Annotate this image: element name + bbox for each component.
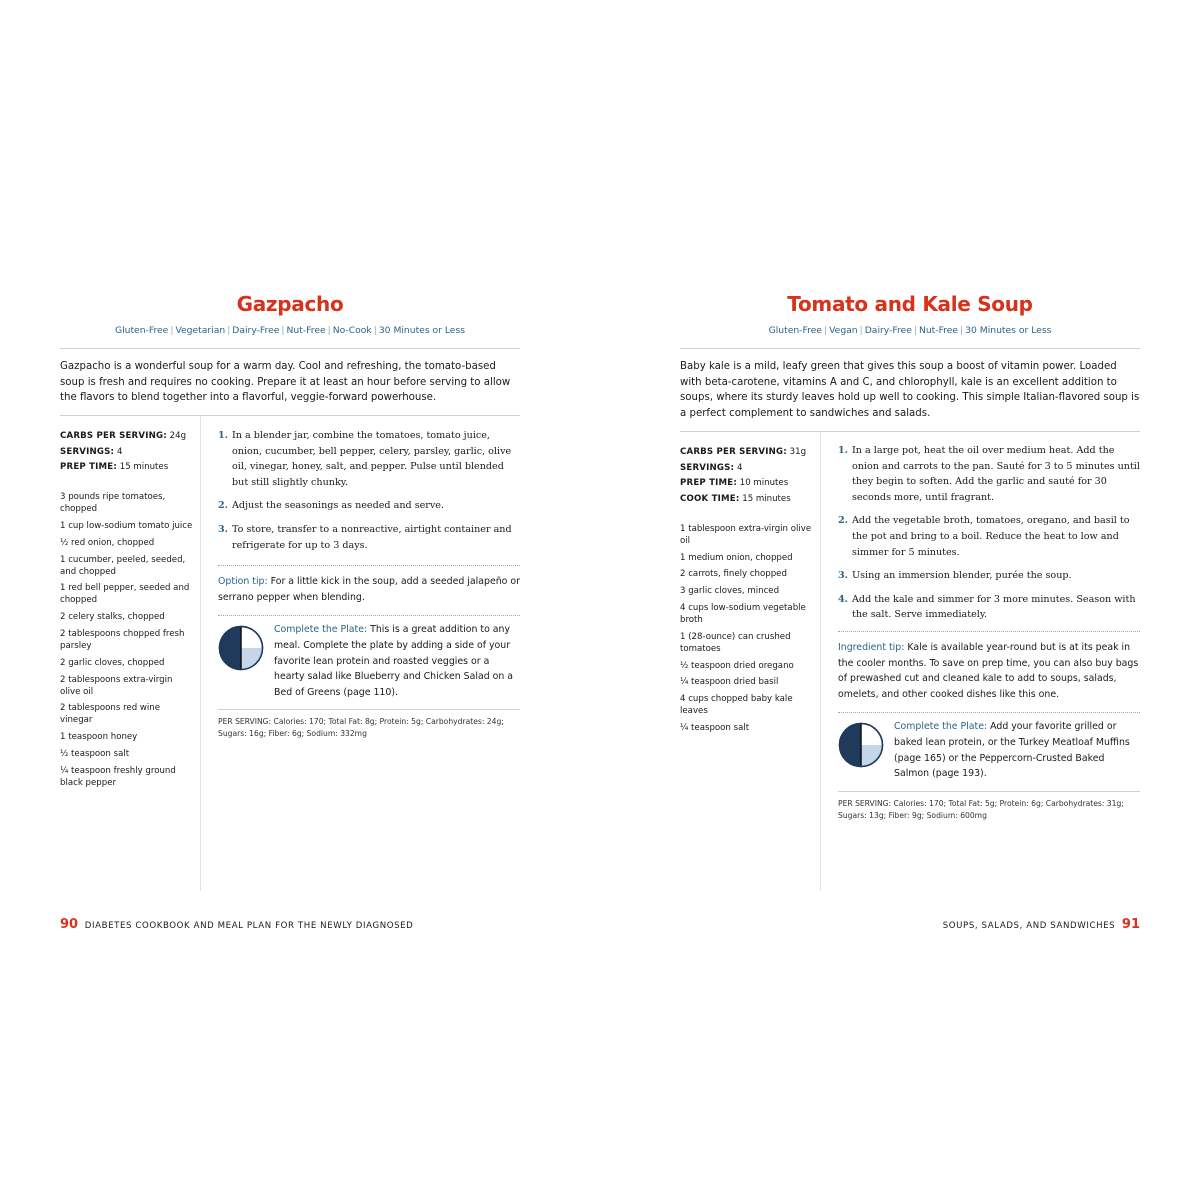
tag-separator: | — [824, 325, 828, 336]
meta-row — [60, 446, 195, 458]
nutrition-info: PER SERVING: Calories: 170; Total Fat: 5g; Protein: 6g; Carbohydrates: 31g; Sugars: 13g; Fiber: 9g; Sodium: 600mg — [838, 798, 1124, 820]
diet-tag: 30 Minutes or Less — [965, 325, 1052, 336]
dotted-divider — [838, 712, 1140, 713]
ingredient-item: 1 cucumber, peeled, seeded, and chopped — [60, 554, 186, 577]
recipe-intro: Gazpacho is a wonderful soup for a warm day. Cool and refreshing, the tomato-based soup is fresh and requires no cooking. Prepare it at least an hour before serving to allow the flavors to blend together into a flavorful, veggie-forward powerhouse. — [60, 361, 511, 404]
tip-label: Ingredient tip: — [838, 641, 905, 653]
column-divider — [200, 416, 201, 891]
page-footer — [943, 917, 1140, 932]
meta-row — [680, 446, 815, 458]
complete-the-plate — [218, 622, 520, 700]
ingredient-item: 1 red bell pepper, seeded and chopped — [60, 583, 190, 606]
ingredient-item: 2 garlic cloves, chopped — [60, 657, 165, 668]
running-head: SOUPS, SALADS, AND SANDWICHES — [942, 921, 1116, 931]
step-number: 2. — [838, 515, 849, 527]
step-item — [218, 428, 520, 490]
meta-label: CARBS PER SERVING: — [680, 447, 787, 457]
tag-separator: | — [170, 325, 174, 336]
step-number: 2. — [218, 500, 229, 512]
meta-label: SERVINGS: — [680, 462, 735, 473]
recipe-sidebar — [680, 446, 815, 739]
tag-separator: | — [913, 325, 917, 336]
plate-label: Complete the Plate: — [274, 624, 368, 636]
meta-label: PREP TIME: — [680, 478, 737, 489]
recipe-intro: Baby kale is a mild, leafy green that gives this soup a boost of vitamin power. Loaded with beta-carotene, vitamins A and C, and chlorophyll, kale is an excellent addition to soups, where its sturdy leaves hold up well to cooking. This simple Italian-flavored soup is a perfect complement to sandwiches and salads. — [680, 361, 1140, 419]
ingredient-item: 4 cups low-sodium vegetable broth — [680, 602, 806, 625]
ingredient-item: 4 cups chopped baby kale leaves — [680, 694, 793, 717]
meta-label: SERVINGS: — [60, 446, 115, 457]
meta-label: CARBS PER SERVING: — [60, 431, 167, 441]
ingredient-list — [680, 523, 815, 734]
step-number: 1. — [838, 445, 849, 456]
ingredient-list — [60, 491, 195, 789]
meta-value: 15 minutes — [119, 462, 169, 473]
plate-label: Complete the Plate: — [894, 721, 988, 733]
divider — [60, 348, 520, 349]
divider — [680, 431, 1140, 432]
recipe-title: Gazpacho — [236, 292, 344, 316]
tip-text: For a little kick in the soup, add a seeded jalapeño or serrano pepper when blending. — [218, 576, 520, 603]
diet-tag: Dairy-Free — [864, 325, 912, 336]
right-page — [680, 0, 1140, 1200]
page-number: 90 — [60, 917, 79, 932]
meta-label: COOK TIME: — [680, 493, 740, 504]
step-text: To store, transfer to a nonreactive, airtight container and refrigerate for up to 3 days. — [232, 523, 512, 551]
tip-label: Option tip: — [218, 576, 268, 588]
meta-label: PREP TIME: — [60, 462, 117, 473]
meta-row — [680, 477, 815, 489]
ingredient-item: ¼ teaspoon salt — [680, 722, 750, 733]
step-list — [218, 428, 520, 553]
ingredient-item: 3 pounds ripe tomatoes, chopped — [60, 492, 166, 515]
step-number: 3. — [838, 570, 849, 582]
step-number: 4. — [838, 593, 849, 605]
dotted-divider — [218, 615, 520, 616]
step-text: Add the kale and simmer for 3 more minutes. Season with the salt. Serve immediately. — [852, 593, 1136, 621]
diet-tag: Nut-Free — [286, 325, 326, 336]
meta-row — [680, 462, 815, 474]
step-text: In a large pot, heat the oil over medium heat. Add the onion and carrots to the pan. Sauté for 3 to 5 minutes until they begin to soften. Add the garlic and sauté for 30 seconds more, until fragrant. — [852, 445, 1140, 503]
meta-value: 31g — [789, 447, 807, 457]
step-text: Using an immersion blender, purée the soup. — [852, 570, 1072, 582]
step-item — [838, 592, 1140, 623]
plate-pie-icon — [838, 722, 884, 768]
step-text: Adjust the seasonings as needed and serve. — [232, 500, 445, 512]
step-list — [838, 443, 1140, 623]
ingredient-item: 1 cup low-sodium tomato juice — [60, 520, 193, 531]
running-head: DIABETES COOKBOOK AND MEAL PLAN FOR THE NEWLY DIAGNOSED — [84, 921, 414, 931]
meta-row — [680, 493, 815, 505]
ingredient-item: 2 tablespoons red wine vinegar — [60, 703, 161, 726]
step-item — [218, 498, 520, 514]
left-page — [60, 0, 520, 1200]
tag-separator: | — [859, 325, 863, 336]
divider — [838, 791, 1140, 792]
plate-text: Add your favorite grilled or baked lean protein, or the Turkey Meatloaf Muffins (page 165) or the Peppercorn-Crusted Baked Salmon (page 193). — [894, 721, 1130, 780]
page-number: 91 — [1121, 917, 1140, 932]
step-text: Add the vegetable broth, tomatoes, oregano, and basil to the pot and bring to a boil. Reduce the heat to low and simmer for 5 minutes. — [852, 515, 1130, 558]
ingredient-item: ½ teaspoon dried oregano — [680, 660, 794, 671]
diet-tag: Gluten-Free — [768, 325, 822, 336]
complete-the-plate — [838, 719, 1140, 781]
ingredient-item: 1 medium onion, chopped — [680, 552, 793, 563]
step-number: 1. — [218, 430, 229, 441]
ingredient-item: ¼ teaspoon freshly ground black pepper — [60, 765, 176, 788]
ingredient-item: 1 teaspoon honey — [60, 732, 138, 743]
tag-separator: | — [227, 325, 231, 336]
tag-separator: | — [373, 325, 377, 336]
option-tip — [218, 574, 520, 605]
tag-separator: | — [960, 325, 964, 336]
divider — [680, 348, 1140, 349]
step-text: In a blender jar, combine the tomatoes, tomato juice, onion, cucumber, bell pepper, celery, parsley, garlic, olive oil, vinegar, honey, salt, and pepper. Pulse until blended but still slightly chunky. — [232, 430, 512, 488]
recipe-meta — [60, 430, 195, 473]
ingredient-item: ½ red onion, chopped — [60, 537, 155, 548]
dotted-divider — [218, 565, 520, 566]
ingredient-item: ¼ teaspoon dried basil — [680, 677, 779, 688]
step-item — [838, 443, 1140, 505]
meta-value: 10 minutes — [739, 478, 789, 489]
recipe-sidebar — [60, 430, 195, 794]
diet-tag: Dairy-Free — [232, 325, 280, 336]
plate-text: This is a great addition to any meal. Complete the plate by adding a side of your favorite lean protein and roasted veggies or a hearty salad like Blueberry and Chicken Salad on a Bed of Greens (page 110). — [274, 624, 514, 698]
ingredient-item: 2 tablespoons chopped fresh parsley — [60, 628, 185, 651]
divider — [60, 415, 520, 416]
step-item — [838, 513, 1140, 560]
diet-tag: 30 Minutes or Less — [378, 325, 466, 336]
meta-value: 15 minutes — [742, 493, 791, 504]
tag-separator: | — [281, 325, 285, 336]
diet-tags — [60, 325, 520, 336]
recipe-meta — [680, 446, 815, 505]
recipe-title: Tomato and Kale Soup — [787, 292, 1033, 316]
ingredient-item: 2 celery stalks, chopped — [60, 612, 165, 623]
diet-tag: Vegetarian — [175, 325, 226, 336]
meta-value: 24g — [169, 431, 187, 441]
diet-tag: Nut-Free — [918, 325, 959, 336]
step-item — [218, 522, 520, 553]
page-footer — [60, 917, 413, 932]
ingredient-item: 3 garlic cloves, minced — [680, 586, 780, 597]
divider — [218, 709, 520, 710]
diet-tag: Gluten-Free — [114, 325, 169, 336]
ingredient-tip — [838, 640, 1140, 702]
recipe-main — [838, 443, 1140, 822]
diet-tags — [680, 325, 1140, 336]
dotted-divider — [838, 631, 1140, 632]
diet-tag: Vegan — [829, 325, 858, 336]
ingredient-item: 2 tablespoons extra-virgin olive oil — [60, 674, 173, 697]
nutrition-info: PER SERVING: Calories: 170; Total Fat: 8g; Protein: 5g; Carbohydrates: 24g; Sugars: 16g; Fiber: 6g; Sodium: 332mg — [218, 717, 504, 739]
step-item — [838, 568, 1140, 584]
plate-pie-icon — [218, 625, 264, 671]
tag-separator: | — [327, 325, 331, 336]
ingredient-item: 1 tablespoon extra-virgin olive oil — [680, 523, 812, 546]
tip-text: Kale is available year-round but is at its peak in the cooler months. To save on prep time, you can also buy bags of prewashed cut and cleaned kale to add to soups, salads, omelets, and other cooked dishes like this one. — [838, 641, 1139, 700]
meta-value: 4 — [116, 446, 123, 457]
column-divider — [820, 432, 821, 891]
meta-row — [60, 461, 195, 473]
meta-row — [60, 430, 195, 442]
meta-value: 4 — [736, 462, 743, 473]
ingredient-item: 2 carrots, finely chopped — [680, 569, 787, 580]
step-number: 3. — [218, 523, 229, 535]
ingredient-item: ½ teaspoon salt — [60, 748, 130, 759]
ingredient-item: 1 (28-ounce) can crushed tomatoes — [680, 631, 791, 654]
diet-tag: No-Cook — [332, 325, 372, 336]
recipe-main — [218, 428, 520, 740]
